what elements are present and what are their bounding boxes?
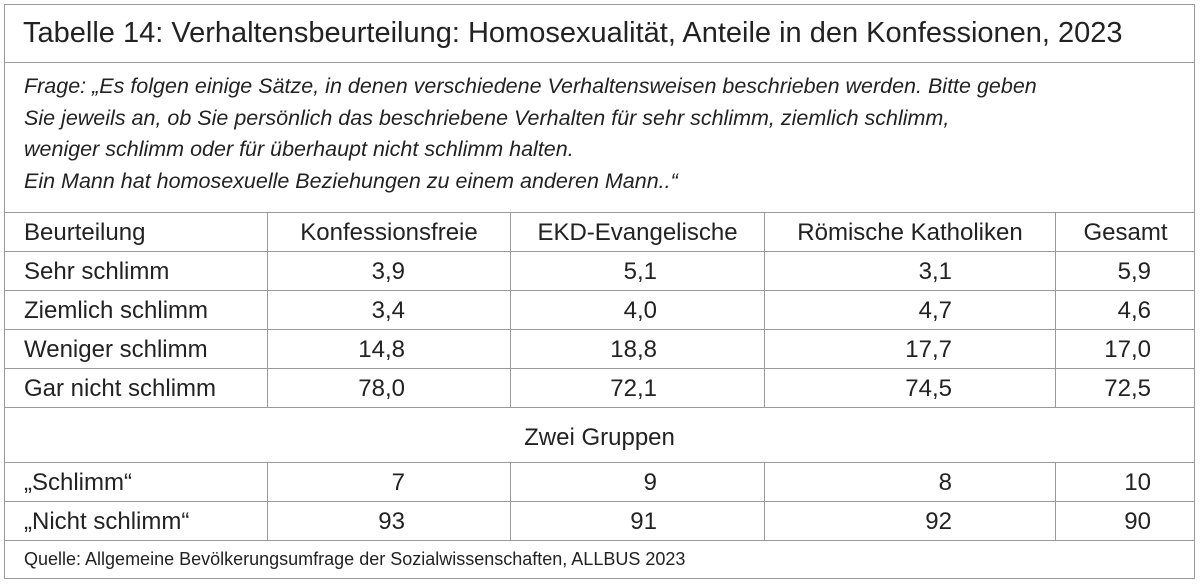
- question-row: [5, 63, 1194, 213]
- table-cell: 3,1: [765, 252, 1056, 290]
- data-table: [4, 4, 1195, 579]
- table-cell: 78,0: [268, 369, 511, 407]
- table-cell: 3,9: [268, 252, 511, 290]
- table-cell: 17,0: [1104, 336, 1151, 363]
- row-label: „Schlimm“: [5, 463, 268, 501]
- table-cell: 18,8: [511, 330, 765, 368]
- table-cell: 5,9: [1117, 258, 1151, 285]
- table-row: [5, 291, 1194, 330]
- table-row: [5, 252, 1194, 291]
- column-header-gesamt: Gesamt: [1083, 219, 1168, 246]
- table-cell: 5,1: [511, 252, 765, 290]
- table-cell: 4,0: [511, 291, 765, 329]
- table-cell: 3,4: [268, 291, 511, 329]
- table-row: [5, 330, 1194, 369]
- table-cell: 10: [1124, 469, 1151, 496]
- row-label: „Nicht schlimm“: [5, 502, 268, 540]
- table-row: [5, 463, 1194, 502]
- column-header-konfessionsfreie: Konfessionsfreie: [268, 213, 511, 251]
- question-line: Frage: „Es folgen einige Sätze, in denen verschiedene Verhaltensweisen beschrieben werden. Bitte geben: [24, 74, 1037, 98]
- table-row: [5, 502, 1194, 541]
- table-cell: 90: [1124, 508, 1151, 535]
- group-label: Zwei Gruppen: [524, 424, 675, 451]
- source-note: Quelle: Allgemeine Bevölkerungsumfrage der Sozialwissenschaften, ALLBUS 2023: [24, 549, 686, 569]
- table-cell: 4,6: [1117, 297, 1151, 324]
- row-label: Weniger schlimm: [5, 330, 268, 368]
- question-line: weniger schlimm oder für überhaupt nicht schlimm halten.: [24, 137, 574, 161]
- row-label: Sehr schlimm: [5, 252, 268, 290]
- table-cell: 91: [511, 502, 765, 540]
- title-row: [5, 5, 1194, 63]
- question-text: [24, 71, 1037, 197]
- header-row: [5, 213, 1194, 252]
- column-header-ekd-evangelische: EKD-Evangelische: [511, 213, 765, 251]
- table-cell: 4,7: [765, 291, 1056, 329]
- column-header-katholiken: Römische Katholiken: [765, 213, 1056, 251]
- source-row: [5, 541, 1194, 579]
- table-cell: 17,7: [765, 330, 1056, 368]
- table-cell: 8: [765, 463, 1056, 501]
- table-cell: 7: [268, 463, 511, 501]
- table-cell: 92: [765, 502, 1056, 540]
- row-label: Ziemlich schlimm: [5, 291, 268, 329]
- question-line: Ein Mann hat homosexuelle Beziehungen zu einem anderen Mann..“: [24, 168, 678, 193]
- table-cell: 9: [511, 463, 765, 501]
- group-header-row: [5, 408, 1194, 463]
- table-cell: 74,5: [765, 369, 1056, 407]
- question-line: Sie jeweils an, ob Sie persönlich das beschriebene Verhalten für sehr schlimm, ziemlich schlimm,: [24, 105, 950, 130]
- row-label: Gar nicht schlimm: [5, 369, 268, 407]
- table-cell: 93: [268, 502, 511, 540]
- table-cell: 14,8: [268, 330, 511, 368]
- table-cell: 72,5: [1104, 375, 1151, 402]
- table-row: [5, 369, 1194, 408]
- column-header-beurteilung: Beurteilung: [5, 213, 268, 251]
- table-title: Tabelle 14: Verhaltensbeurteilung: Homosexualität, Anteile in den Konfessionen, 2023: [23, 17, 1123, 49]
- table-cell: 72,1: [511, 369, 765, 407]
